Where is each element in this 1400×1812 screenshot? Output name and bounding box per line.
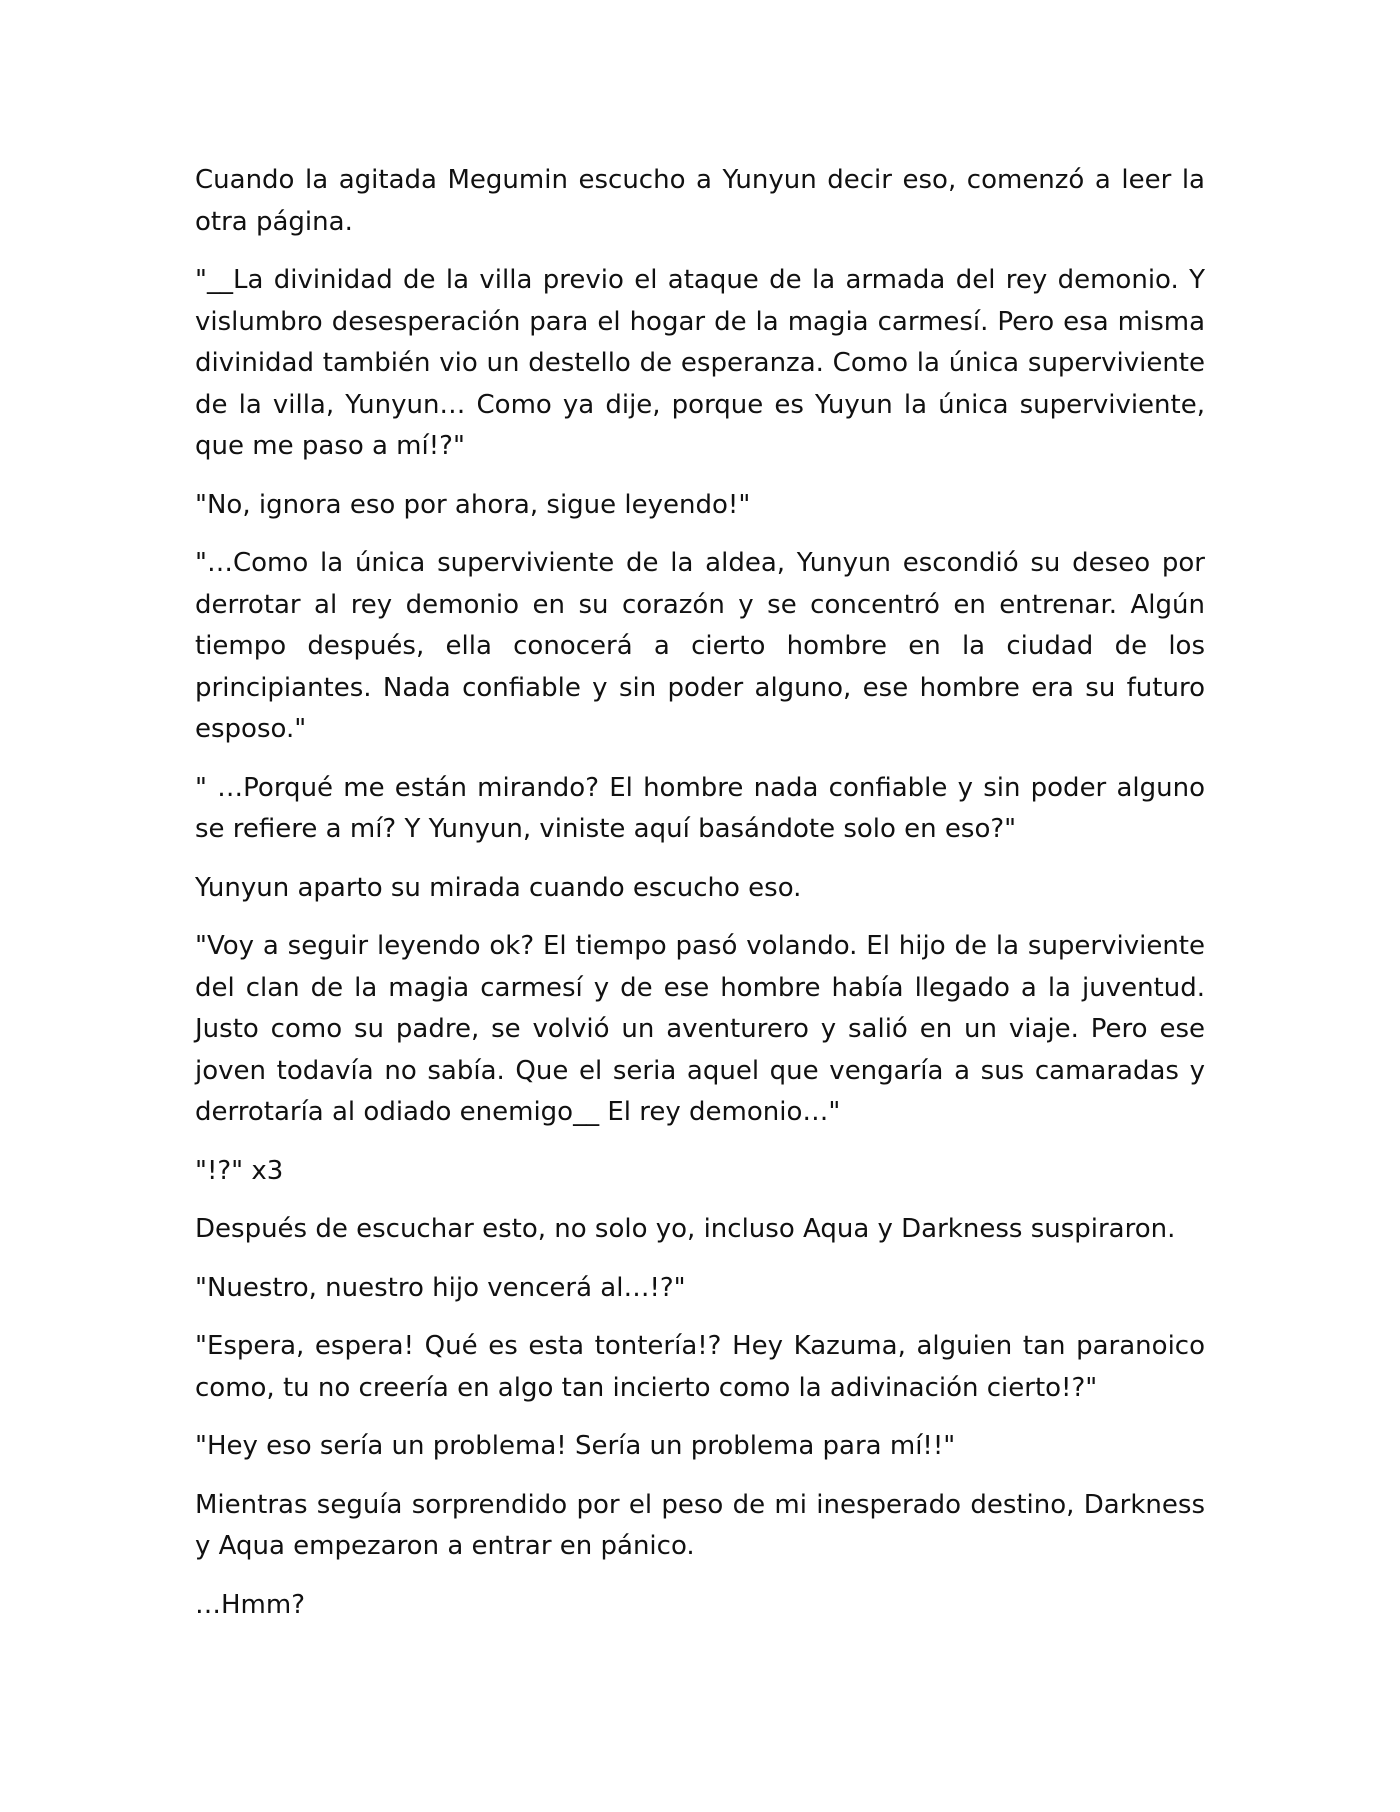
paragraph: "No, ignora eso por ahora, sigue leyendo!" [195, 489, 751, 520]
paragraph: "Voy a seguir leyendo ok? El tiempo pasó volando. El hijo de la superviviente del clan de la magia carmesí y de ese hombre había llegado a la juventud. Justo como su padre, se volvió un aventurero y salió en un viaje. Pero ese joven todavía no sabía. Que el seria aquel que vengaría a sus camaradas y derrotaría al odiado enemigo__ El rey demonio…" [195, 931, 1205, 1127]
paragraph: Yunyun aparto su mirada cuando escucho eso. [195, 872, 802, 903]
paragraph: " …Porqué me están mirando? El hombre nada confiable y sin poder alguno se refiere a mí? Y Yunyun, viniste aquí basándote solo en eso?" [195, 772, 1205, 844]
paragraph: "Espera, espera! Qué es esta tontería!? Hey Kazuma, alguien tan paranoico como, tu no creería en algo tan incierto como la adivinación cierto!?" [195, 1331, 1205, 1403]
paragraph: Cuando la agitada Megumin escucho a Yunyun decir eso, comenzó a leer la otra página. [195, 165, 1205, 237]
paragraph: "Hey eso sería un problema! Sería un problema para mí!!" [195, 1431, 956, 1461]
paragraph: "…Como la única superviviente de la aldea, Yunyun escondió su deseo por derrotar al rey demonio en su corazón y se concentró en entrenar. Algún tiempo después, ella conocerá a cierto hombre en la ciudad de los principiantes. Nada confiable y sin poder alguno, ese hombre era su futuro esposo." [195, 548, 1205, 744]
paragraph: Mientras seguía sorprendido por el peso de mi inesperado destino, Darkness y Aqua empezaron a entrar en pánico. [195, 1489, 1205, 1561]
text-body [195, 160, 1205, 1643]
paragraph: "!?" x3 [195, 1155, 284, 1186]
paragraph: Después de escuchar esto, no solo yo, incluso Aqua y Darkness suspiraron. [195, 1214, 1176, 1244]
paragraph: …Hmm? [195, 1589, 306, 1620]
paragraph: "__La divinidad de la villa previo el ataque de la armada del rey demonio. Y vislumbro desesperación para el hogar de la magia carmesí. Pero esa misma divinidad también vio un destello de esperanza. Como la única superviviente de la villa, Yunyun… Como ya dije, porque es Yuyun la única superviviente, que me paso a mí!?" [195, 265, 1205, 461]
paragraph: "Nuestro, nuestro hijo vencerá al…!?" [195, 1272, 686, 1303]
